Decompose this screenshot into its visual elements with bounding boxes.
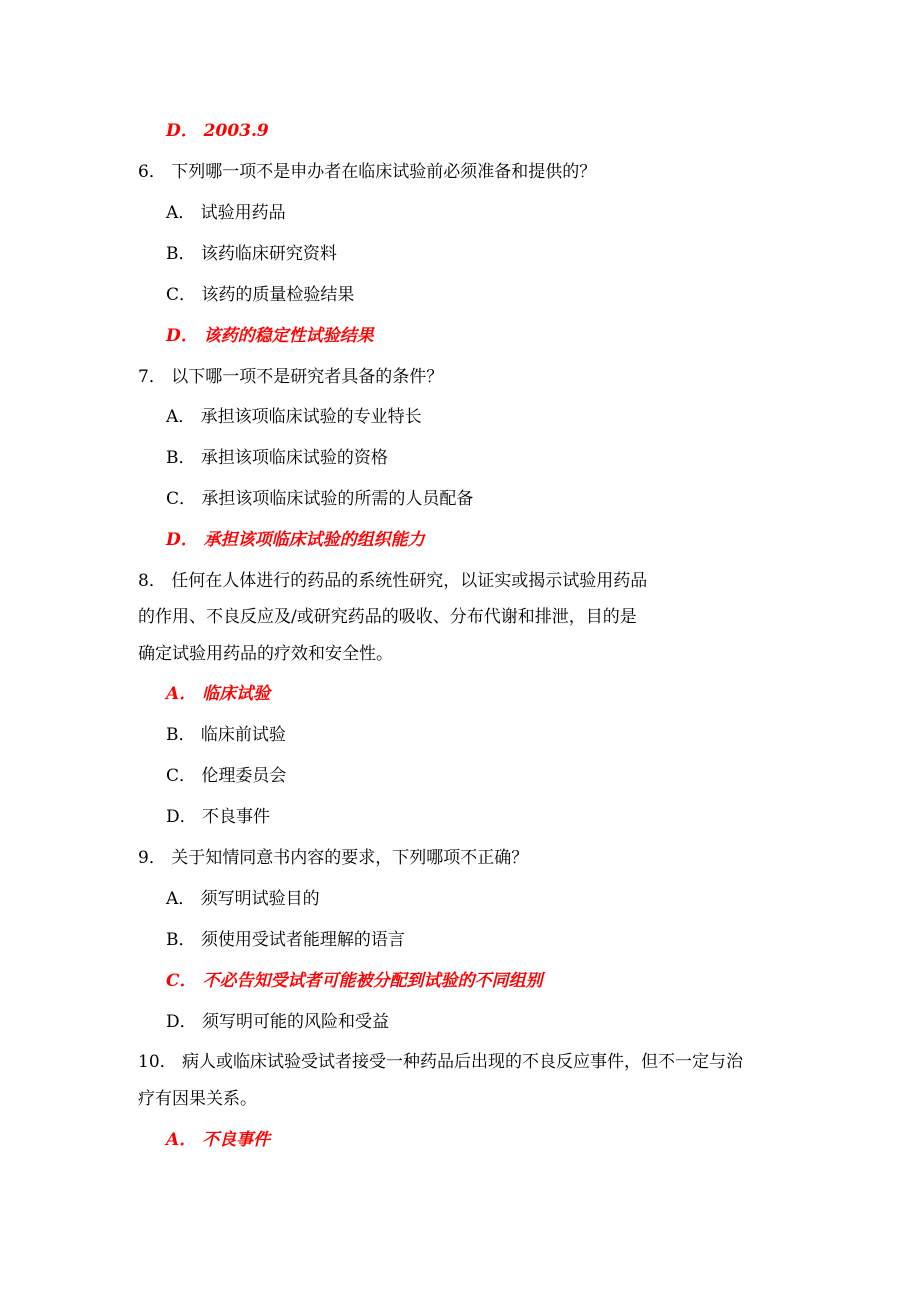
- answer-option-a: A． 临床试验: [166, 684, 271, 704]
- question-8-line-3: 确定试验用药品的疗效和安全性。: [138, 644, 393, 664]
- option-b: B． 临床前试验: [166, 725, 286, 745]
- option-d: D． 不良事件: [166, 807, 271, 827]
- option-d: D． 须写明可能的风险和受益: [166, 1012, 390, 1032]
- question-8-line-1: 8． 任何在人体进行的药品的系统性研究，以证实或揭示试验用药品: [138, 571, 648, 591]
- option-b: B． 须使用受试者能理解的语言: [166, 930, 405, 950]
- question-7: 7． 以下哪一项不是研究者具备的条件？: [138, 367, 444, 387]
- question-10-line-1: 10． 病人或临床试验受试者接受一种药品后出现的不良反应事件，但不一定与治: [138, 1052, 744, 1072]
- option-c: C． 伦理委员会: [166, 766, 287, 786]
- option-c: C． 该药的质量检验结果: [166, 285, 355, 305]
- answer-option-d: D． 2003.9: [166, 121, 269, 141]
- question-9: 9． 关于知情同意书内容的要求，下列哪项不正确？: [138, 848, 529, 868]
- question-8-line-2: 的作用、不良反应及/或研究药品的吸收、分布代谢和排泄，目的是: [138, 607, 637, 627]
- question-6: 6． 下列哪一项不是申办者在临床试验前必须准备和提供的？: [138, 162, 597, 182]
- option-b: B． 该药临床研究资料: [166, 244, 337, 264]
- option-b: B． 承担该项临床试验的资格: [166, 448, 388, 468]
- answer-option-d: D． 该药的稳定性试验结果: [166, 326, 374, 346]
- option-c: C． 承担该项临床试验的所需的人员配备: [166, 489, 474, 509]
- answer-option-c: C． 不必告知受试者可能被分配到试验的不同组别: [166, 971, 543, 991]
- option-a: A． 须写明试验目的: [166, 889, 320, 909]
- option-a: A． 试验用药品: [166, 203, 286, 223]
- question-10-line-2: 疗有因果关系。: [138, 1089, 257, 1109]
- option-a: A． 承担该项临床试验的专业特长: [166, 407, 422, 427]
- answer-option-a: A． 不良事件: [166, 1130, 271, 1150]
- answer-option-d: D． 承担该项临床试验的组织能力: [166, 530, 425, 550]
